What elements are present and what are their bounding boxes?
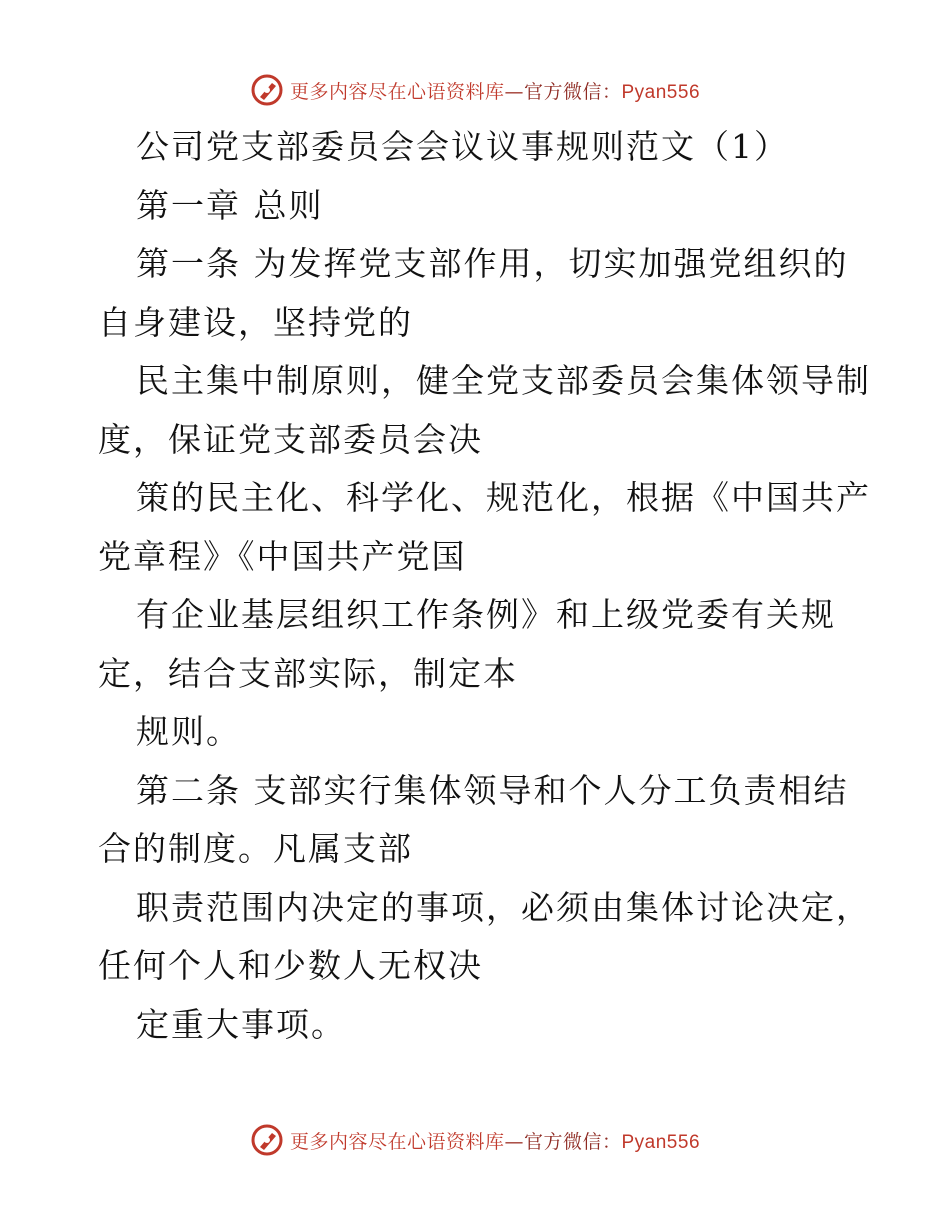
banner-label: 官方微信： — [523, 1130, 622, 1153]
text-line: 度，保证党支部委员会决 — [98, 419, 483, 459]
text-line: 民主集中制原则，健全党支部委员会集体领导制 — [136, 361, 871, 400]
banner-label: 官方微信： — [523, 80, 622, 103]
text-line: 党章程》《中国共产党国 — [98, 536, 467, 576]
text-line: 第二条 支部实行集体领导和个人分工负责相结 — [136, 770, 849, 810]
banner-promo: 更多内容尽在心语资料库 — [289, 1130, 505, 1153]
document-title: 公司党支部委员会会议议事规则范文（1） — [136, 127, 789, 166]
footer-banner — [0, 1120, 950, 1160]
banner-text — [290, 1127, 700, 1154]
text-line: 第一条 为发挥党支部作用，切实加强党组织的 — [136, 244, 849, 283]
text-line: 职责范围内决定的事项，必须由集体讨论决定， — [136, 887, 871, 927]
pen-logo-icon — [250, 1123, 284, 1157]
text-line: 定，结合支部实际，制定本 — [98, 653, 518, 693]
banner-wechat-id: Pyan556 — [621, 81, 701, 103]
chapter-heading: 第一章 总则 — [136, 185, 324, 225]
text-line: 合的制度。凡属支部 — [98, 829, 413, 868]
header-banner — [0, 70, 950, 110]
banner-dash: — — [504, 80, 524, 103]
banner-dash: — — [504, 1130, 524, 1153]
banner-text — [290, 77, 700, 104]
text-line: 策的民主化、科学化、规范化，根据《中国共产 — [136, 478, 871, 517]
text-line: 定重大事项。 — [136, 1004, 346, 1044]
text-line: 有企业基层组织工作条例》和上级党委有关规 — [136, 595, 836, 634]
text-line: 自身建设，坚持党的 — [98, 302, 413, 342]
banner-wechat-id: Pyan556 — [621, 1131, 701, 1153]
text-line: 任何个人和少数人无权决 — [98, 946, 483, 985]
banner-promo: 更多内容尽在心语资料库 — [289, 80, 505, 103]
text-line: 规则。 — [136, 712, 241, 751]
pen-logo-icon — [250, 73, 284, 107]
document-body — [98, 118, 871, 1054]
